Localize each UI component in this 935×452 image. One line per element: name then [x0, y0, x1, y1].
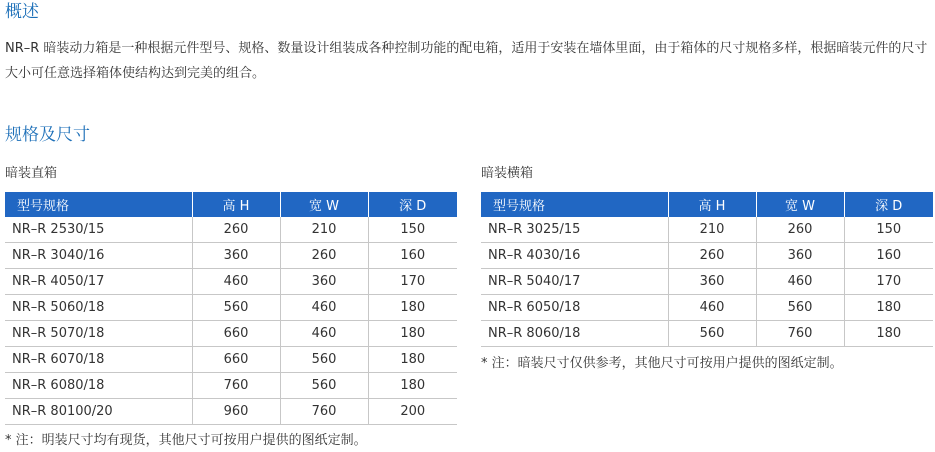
cell-width: 360: [756, 243, 844, 269]
cell-height: 460: [192, 269, 280, 295]
table-row: [481, 243, 933, 269]
header-width: 宽 W: [756, 192, 844, 217]
cell-model: NR–R 5060/18: [5, 295, 192, 321]
cell-height: 760: [192, 373, 280, 399]
header-depth: 深 D: [844, 192, 933, 217]
horizontal-box-title: 暗装横箱: [481, 166, 534, 181]
cell-width: 360: [280, 269, 368, 295]
cell-width: 260: [756, 217, 844, 243]
header-width: 宽 W: [280, 192, 368, 217]
cell-height: 360: [668, 269, 756, 295]
cell-model: NR–R 4030/16: [481, 243, 668, 269]
cell-height: 360: [192, 243, 280, 269]
table-row: [5, 243, 457, 269]
cell-height: 660: [192, 347, 280, 373]
cell-depth: 150: [368, 217, 457, 243]
cell-model: NR–R 3025/15: [481, 217, 668, 243]
header-height: 高 H: [668, 192, 756, 217]
table-row: [481, 269, 933, 295]
cell-height: 460: [668, 295, 756, 321]
cell-depth: 170: [844, 269, 933, 295]
cell-height: 260: [192, 217, 280, 243]
cell-depth: 160: [844, 243, 933, 269]
cell-model: NR–R 80100/20: [5, 399, 192, 425]
vertical-box-title: 暗装直箱: [5, 166, 58, 181]
cell-depth: 180: [844, 321, 933, 347]
table-row: [481, 321, 933, 347]
cell-depth: 160: [368, 243, 457, 269]
cell-width: 210: [280, 217, 368, 243]
table-row: [5, 269, 457, 295]
cell-depth: 180: [368, 347, 457, 373]
cell-height: 560: [192, 295, 280, 321]
cell-width: 460: [280, 321, 368, 347]
cell-depth: 170: [368, 269, 457, 295]
cell-model: NR–R 6050/18: [481, 295, 668, 321]
table-row: [481, 295, 933, 321]
cell-depth: 180: [368, 295, 457, 321]
vertical-box-note: * 注：明装尺寸均有现货，其他尺寸可按用户提供的图纸定制。: [5, 433, 367, 448]
table-header-row: [481, 192, 933, 217]
cell-depth: 150: [844, 217, 933, 243]
table-row: [5, 217, 457, 243]
horizontal-box-table: [481, 192, 933, 347]
cell-model: NR–R 2530/15: [5, 217, 192, 243]
table-row: [5, 399, 457, 425]
vertical-box-table: [5, 192, 457, 425]
cell-model: NR–R 6070/18: [5, 347, 192, 373]
cell-width: 560: [756, 295, 844, 321]
table-row: [5, 373, 457, 399]
cell-width: 760: [280, 399, 368, 425]
cell-model: NR–R 5040/17: [481, 269, 668, 295]
cell-width: 260: [280, 243, 368, 269]
cell-width: 760: [756, 321, 844, 347]
cell-width: 560: [280, 373, 368, 399]
cell-depth: 200: [368, 399, 457, 425]
cell-model: NR–R 5070/18: [5, 321, 192, 347]
cell-depth: 180: [844, 295, 933, 321]
header-height: 高 H: [192, 192, 280, 217]
cell-width: 460: [756, 269, 844, 295]
header-model: 型号规格: [5, 192, 192, 217]
cell-height: 660: [192, 321, 280, 347]
cell-depth: 180: [368, 373, 457, 399]
overview-heading: 概述: [5, 2, 39, 22]
overview-paragraph: NR–R 暗装动力箱是一种根据元件型号、规格、数量设计组装成各种控制功能的配电箱，适用于安装在墙体里面，由于箱体的尺寸规格多样，根据暗装元件的尺寸大小可任意选择箱体使结构达到完美的组合。: [5, 41, 928, 81]
table-row: [5, 295, 457, 321]
horizontal-box-note: * 注：暗装尺寸仅供参考，其他尺寸可按用户提供的图纸定制。: [481, 356, 843, 371]
cell-model: NR–R 8060/18: [481, 321, 668, 347]
cell-height: 960: [192, 399, 280, 425]
cell-model: NR–R 4050/17: [5, 269, 192, 295]
table-row: [5, 321, 457, 347]
table-header-row: [5, 192, 457, 217]
cell-width: 460: [280, 295, 368, 321]
header-depth: 深 D: [368, 192, 457, 217]
table-row: [5, 347, 457, 373]
cell-depth: 180: [368, 321, 457, 347]
cell-width: 560: [280, 347, 368, 373]
cell-height: 210: [668, 217, 756, 243]
cell-model: NR–R 3040/16: [5, 243, 192, 269]
specs-heading: 规格及尺寸: [5, 125, 90, 145]
table-row: [481, 217, 933, 243]
cell-height: 260: [668, 243, 756, 269]
cell-model: NR–R 6080/18: [5, 373, 192, 399]
cell-height: 560: [668, 321, 756, 347]
header-model: 型号规格: [481, 192, 668, 217]
